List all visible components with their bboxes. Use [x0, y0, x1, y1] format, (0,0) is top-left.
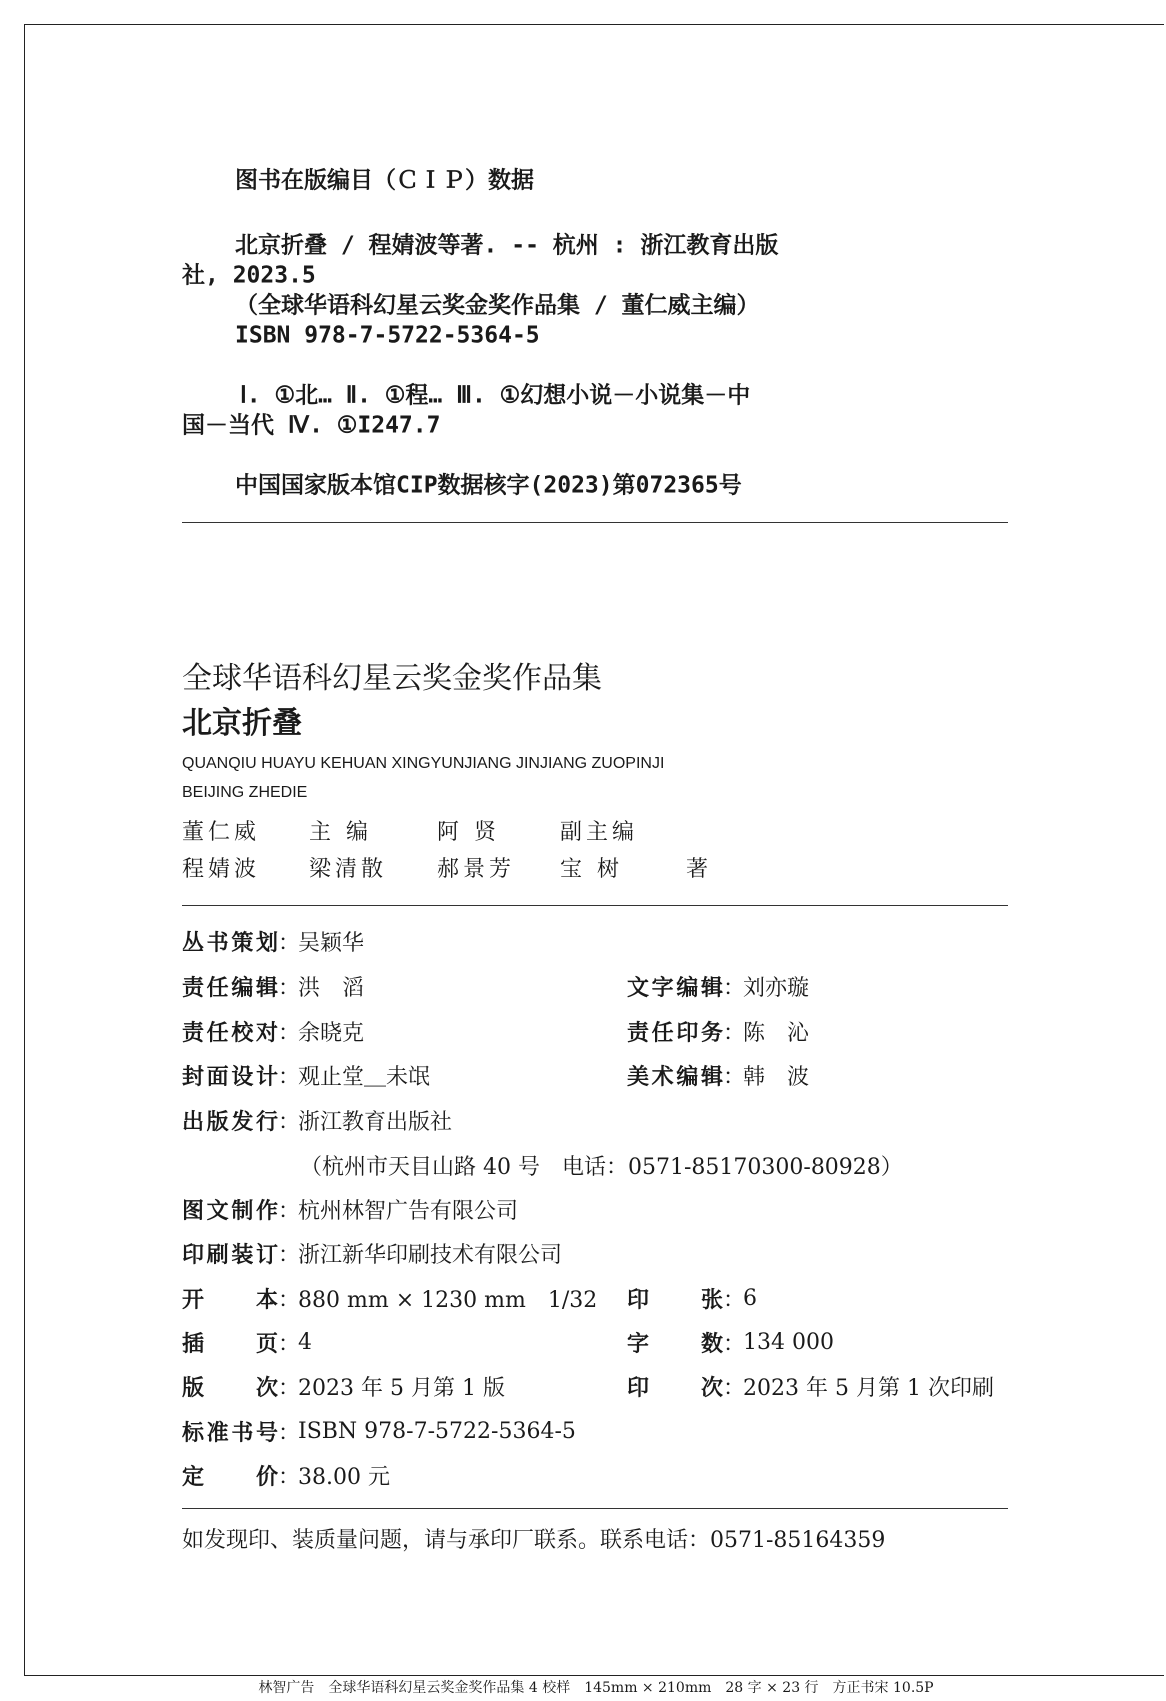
cip-line: 中国国家版本馆CIP数据核字(2023)第072365号: [235, 472, 742, 499]
info-value: 4: [298, 1329, 312, 1355]
divider: [182, 1508, 1008, 1509]
info-row: [182, 1060, 430, 1090]
colon: ：: [278, 1420, 301, 1446]
info-value: 刘亦璇: [743, 975, 810, 1001]
cip-line: ISBN 978-7-5722-5364-5: [235, 322, 540, 349]
info-row: [182, 926, 364, 956]
info-row-right: [627, 1371, 994, 1401]
series-pinyin: QUANQIU HUAYU KEHUAN XINGYUNJIANG JINJIANG ZUOPINJI: [182, 755, 665, 772]
author-name: 宝 树: [560, 857, 623, 882]
info-value: 杭州林智广告有限公司: [298, 1198, 519, 1224]
info-label: 印次: [627, 1375, 723, 1401]
info-row-right: [627, 971, 809, 1001]
info-row: [182, 1105, 452, 1135]
author-role: 著: [686, 857, 713, 882]
info-label: 印刷装订: [182, 1242, 278, 1268]
book-title: 北京折叠: [182, 706, 302, 741]
author-name: 程婧波: [182, 857, 261, 882]
info-label: 字数: [627, 1331, 723, 1357]
info-label: 出版发行: [182, 1109, 278, 1135]
cip-heading: 图书在版编目（ＣＩＰ）数据: [235, 167, 534, 194]
info-label: 文字编辑: [627, 975, 723, 1001]
info-row: [182, 971, 364, 1001]
colon: ：: [278, 975, 301, 1001]
divider: [182, 905, 1008, 906]
colon: ：: [278, 1375, 301, 1401]
info-value: 吴颖华: [298, 930, 365, 956]
info-row: [182, 1283, 597, 1313]
colon: ：: [723, 1375, 746, 1401]
colon: ：: [278, 1242, 301, 1268]
info-label: 责任编辑: [182, 975, 278, 1001]
editor-role: 主 编: [309, 820, 372, 845]
colon: ：: [278, 1331, 301, 1357]
info-label: 开本: [182, 1287, 278, 1313]
colon: ：: [278, 1198, 301, 1224]
info-row-right: [627, 1327, 834, 1357]
cip-line: 社, 2023.5: [182, 262, 316, 289]
cip-line: （全球华语科幻星云奖金奖作品集 / 董仁威主编）: [235, 292, 760, 319]
colon: ：: [278, 1064, 301, 1090]
info-label: 丛书策划: [182, 930, 278, 956]
cip-line: 北京折叠 / 程婧波等著. -- 杭州 : 浙江教育出版: [235, 232, 779, 259]
info-row-right: [627, 1016, 809, 1046]
info-value: 2023 年 5 月第 1 次印刷: [743, 1375, 994, 1401]
info-value: 浙江教育出版社: [298, 1109, 453, 1135]
info-label: 标准书号: [182, 1420, 278, 1446]
info-value: 6: [743, 1285, 757, 1311]
info-value: 洪 滔: [298, 975, 365, 1001]
info-value: 880 mm × 1230 mm 1/32: [298, 1287, 598, 1313]
info-value: 韩 波: [743, 1064, 810, 1090]
info-value: ISBN 978-7-5722-5364-5: [298, 1418, 576, 1444]
info-label: 版次: [182, 1375, 278, 1401]
info-value: 2023 年 5 月第 1 版: [298, 1375, 505, 1401]
info-label: 美术编辑: [627, 1064, 723, 1090]
divider: [182, 522, 1008, 523]
colon: ：: [278, 1287, 301, 1313]
info-value: 陈 沁: [743, 1020, 810, 1046]
colon: ：: [723, 1331, 746, 1357]
colon: ：: [723, 1064, 746, 1090]
info-row-right: [627, 1060, 809, 1090]
deputy-editor-role: 副主编: [560, 820, 639, 845]
info-row: [182, 1460, 390, 1490]
colon: ：: [278, 930, 301, 956]
info-label: 责任校对: [182, 1020, 278, 1046]
colon: ：: [723, 1287, 746, 1313]
info-label: 定价: [182, 1464, 278, 1490]
info-label: 插页: [182, 1331, 278, 1357]
editor-name: 董仁威: [182, 820, 261, 845]
info-value: 余晓克: [298, 1020, 365, 1046]
info-value: （杭州市天目山路 40 号 电话：0571-85170300-80928）: [300, 1154, 903, 1180]
info-label: 封面设计: [182, 1064, 278, 1090]
colon: ：: [723, 975, 746, 1001]
info-row: [182, 1371, 505, 1401]
info-row: [182, 1416, 576, 1446]
colon: ：: [723, 1020, 746, 1046]
info-label: 印张: [627, 1287, 723, 1313]
address-line: [300, 1150, 903, 1180]
info-row: [182, 1327, 312, 1357]
info-row: [182, 1016, 364, 1046]
info-value: 38.00 元: [298, 1464, 390, 1490]
quality-notice: 如发现印、装质量问题，请与承印厂联系。联系电话：0571-85164359: [182, 1528, 886, 1553]
info-row: [182, 1194, 518, 1224]
colon: ：: [278, 1464, 301, 1490]
cip-line: 国－当代 Ⅳ. ①I247.7: [182, 412, 441, 439]
colon: ：: [278, 1109, 301, 1135]
deputy-editor-name: 阿 贤: [437, 820, 500, 845]
info-label: 责任印务: [627, 1020, 723, 1046]
colon: ：: [278, 1020, 301, 1046]
author-name: 郝景芳: [437, 857, 516, 882]
info-value: 浙江新华印刷技术有限公司: [298, 1242, 563, 1268]
info-row: [182, 1238, 562, 1268]
series-title: 全球华语科幻星云奖金奖作品集: [182, 661, 602, 696]
info-label: 图文制作: [182, 1198, 278, 1224]
info-value: 134 000: [743, 1329, 834, 1355]
proof-footer: 林智广告 全球华语科幻星云奖金奖作品集 4 校样 145mm × 210mm 28 字 × 23 行 方正书宋 10.5P: [258, 1680, 934, 1696]
info-value: 观止堂＿未氓: [298, 1064, 431, 1090]
author-name: 梁清散: [309, 857, 388, 882]
info-row-right: [627, 1283, 757, 1313]
cip-line: Ⅰ. ①北… Ⅱ. ①程… Ⅲ. ①幻想小说－小说集－中: [240, 382, 751, 409]
title-pinyin: BEIJING ZHEDIE: [182, 784, 308, 801]
